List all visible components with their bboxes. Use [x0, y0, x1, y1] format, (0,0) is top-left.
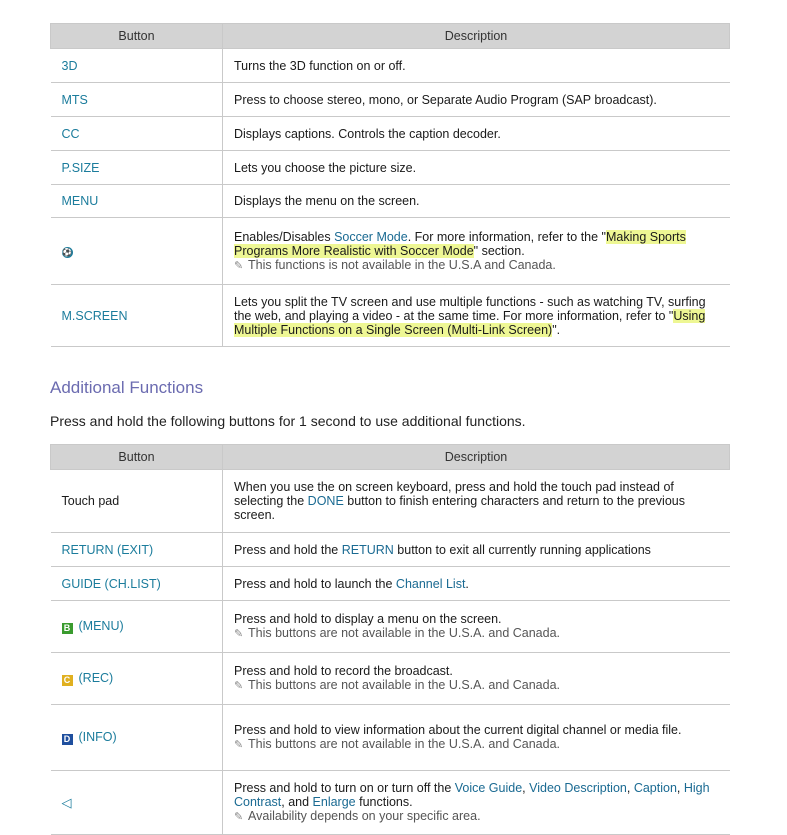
table-row	[51, 470, 730, 533]
soccer-ball-icon: ⚽	[62, 248, 72, 257]
voice-guide-icon: ◁	[61, 794, 72, 810]
button-description: Enables/Disables Soccer Mode. For more information, refer to the "Making Sports Programs More Realistic with Soccer Mode" section. ✎ This functions is not available in the U.S.A and Canada.	[223, 218, 730, 285]
button-name: MTS	[51, 83, 223, 117]
d-key-icon: D	[62, 734, 73, 745]
column-header-description: Description	[223, 445, 730, 470]
button-description: Displays the menu on the screen.	[223, 185, 730, 218]
soccer-mode-section-link[interactable]: Making Sports Programs More Realistic with Soccer Mode	[234, 229, 686, 258]
button-name: Touch pad	[51, 470, 223, 533]
additional-functions-table	[50, 444, 730, 835]
button-description: Press to choose stereo, mono, or Separate Audio Program (SAP broadcast).	[223, 83, 730, 117]
column-header-button: Button	[51, 445, 223, 470]
note: ✎ This buttons are not available in the U.S.A. and Canada.	[234, 678, 560, 692]
button-name: RETURN (EXIT)	[51, 533, 223, 567]
button-name: (MENU)	[78, 619, 124, 633]
enlarge-link[interactable]: Enlarge	[312, 795, 356, 809]
table-row	[51, 533, 730, 567]
table-header-row	[51, 24, 730, 49]
section-intro: Press and hold the following buttons for 1 second to use additional functions.	[50, 413, 526, 429]
column-header-button: Button	[51, 24, 223, 49]
soccer-mode-link[interactable]: Soccer Mode	[334, 229, 408, 244]
table-header-row	[51, 445, 730, 470]
table-row	[51, 49, 730, 83]
button-description: When you use the on screen keyboard, press and hold the touch pad instead of selecting the DONE button to finish entering characters and return to the previous screen.	[223, 470, 730, 533]
table-row	[51, 218, 730, 285]
section-title: Additional Functions	[50, 378, 204, 397]
button-name: P.SIZE	[51, 151, 223, 185]
button-description: Turns the 3D function on or off.	[223, 49, 730, 83]
table-row	[51, 117, 730, 151]
note: ✎ This buttons are not available in the U.S.A. and Canada.	[234, 737, 560, 751]
button-description: Press and hold to display a menu on the screen. ✎ This buttons are not available in the U.S.A. and Canada.	[223, 601, 730, 653]
note: ✎ This buttons are not available in the U.S.A. and Canada.	[234, 626, 560, 640]
voice-guide-link[interactable]: Voice Guide	[454, 781, 523, 795]
table-row	[51, 601, 730, 653]
done-link[interactable]: DONE	[307, 494, 344, 508]
channel-list-link[interactable]: Channel List	[395, 576, 466, 591]
table-row	[51, 185, 730, 218]
note: ✎ This functions is not available in the U.S.A and Canada.	[234, 257, 556, 272]
multi-link-screen-link[interactable]: Using Multiple Functions on a Single Screen (Multi-Link Screen)	[234, 308, 706, 337]
button-description: Displays captions. Controls the caption decoder.	[223, 117, 730, 151]
button-description: Press and hold to turn on or turn off the Voice Guide, Video Description, Caption, High Contrast, and Enlarge functions. ✎ Availability depends on your specific area.	[223, 771, 730, 835]
button-name: GUIDE (CH.LIST)	[51, 567, 223, 601]
return-link[interactable]: RETURN	[341, 542, 394, 557]
c-key-icon: C	[62, 675, 73, 686]
button-name: (INFO)	[78, 730, 117, 744]
button-description: Press and hold to view information about the current digital channel or media file. ✎ This buttons are not available in the U.S.A. and Canada.	[223, 705, 730, 771]
video-description-link[interactable]: Video Description	[529, 781, 627, 795]
table-row	[51, 285, 730, 347]
pencil-icon: ✎	[234, 811, 244, 823]
button-name: MENU	[51, 185, 223, 218]
table-row	[51, 653, 730, 705]
button-description: Press and hold to launch the Channel List.	[223, 567, 730, 601]
pencil-icon: ✎	[234, 628, 244, 640]
pencil-icon: ✎	[234, 259, 244, 272]
button-name: M.SCREEN	[51, 285, 223, 347]
table-row	[51, 151, 730, 185]
button-description: Press and hold the RETURN button to exit all currently running applications	[223, 533, 730, 567]
note: ✎ Availability depends on your specific area.	[234, 809, 481, 823]
pencil-icon: ✎	[234, 739, 244, 751]
button-description: Press and hold to record the broadcast. ✎ This buttons are not available in the U.S.A. and Canada.	[223, 653, 730, 705]
table-row	[51, 771, 730, 835]
table-row	[51, 83, 730, 117]
high-contrast-link[interactable]: High Contrast	[234, 781, 710, 809]
button-description: Lets you split the TV screen and use multiple functions - such as watching TV, surfing the web, and playing a video - at the same time. For more information, refer to "Using Multiple Functions on a Single Screen (Multi-Link Screen)".	[223, 285, 730, 347]
table-row	[51, 567, 730, 601]
button-name: 3D	[51, 49, 223, 83]
buttons-table	[50, 23, 730, 347]
b-key-icon: B	[62, 623, 73, 634]
button-name: CC	[51, 117, 223, 151]
column-header-description: Description	[223, 24, 730, 49]
table-row	[51, 705, 730, 771]
button-description: Lets you choose the picture size.	[223, 151, 730, 185]
caption-link[interactable]: Caption	[633, 781, 677, 795]
pencil-icon: ✎	[234, 680, 244, 692]
button-name: (REC)	[78, 671, 114, 685]
